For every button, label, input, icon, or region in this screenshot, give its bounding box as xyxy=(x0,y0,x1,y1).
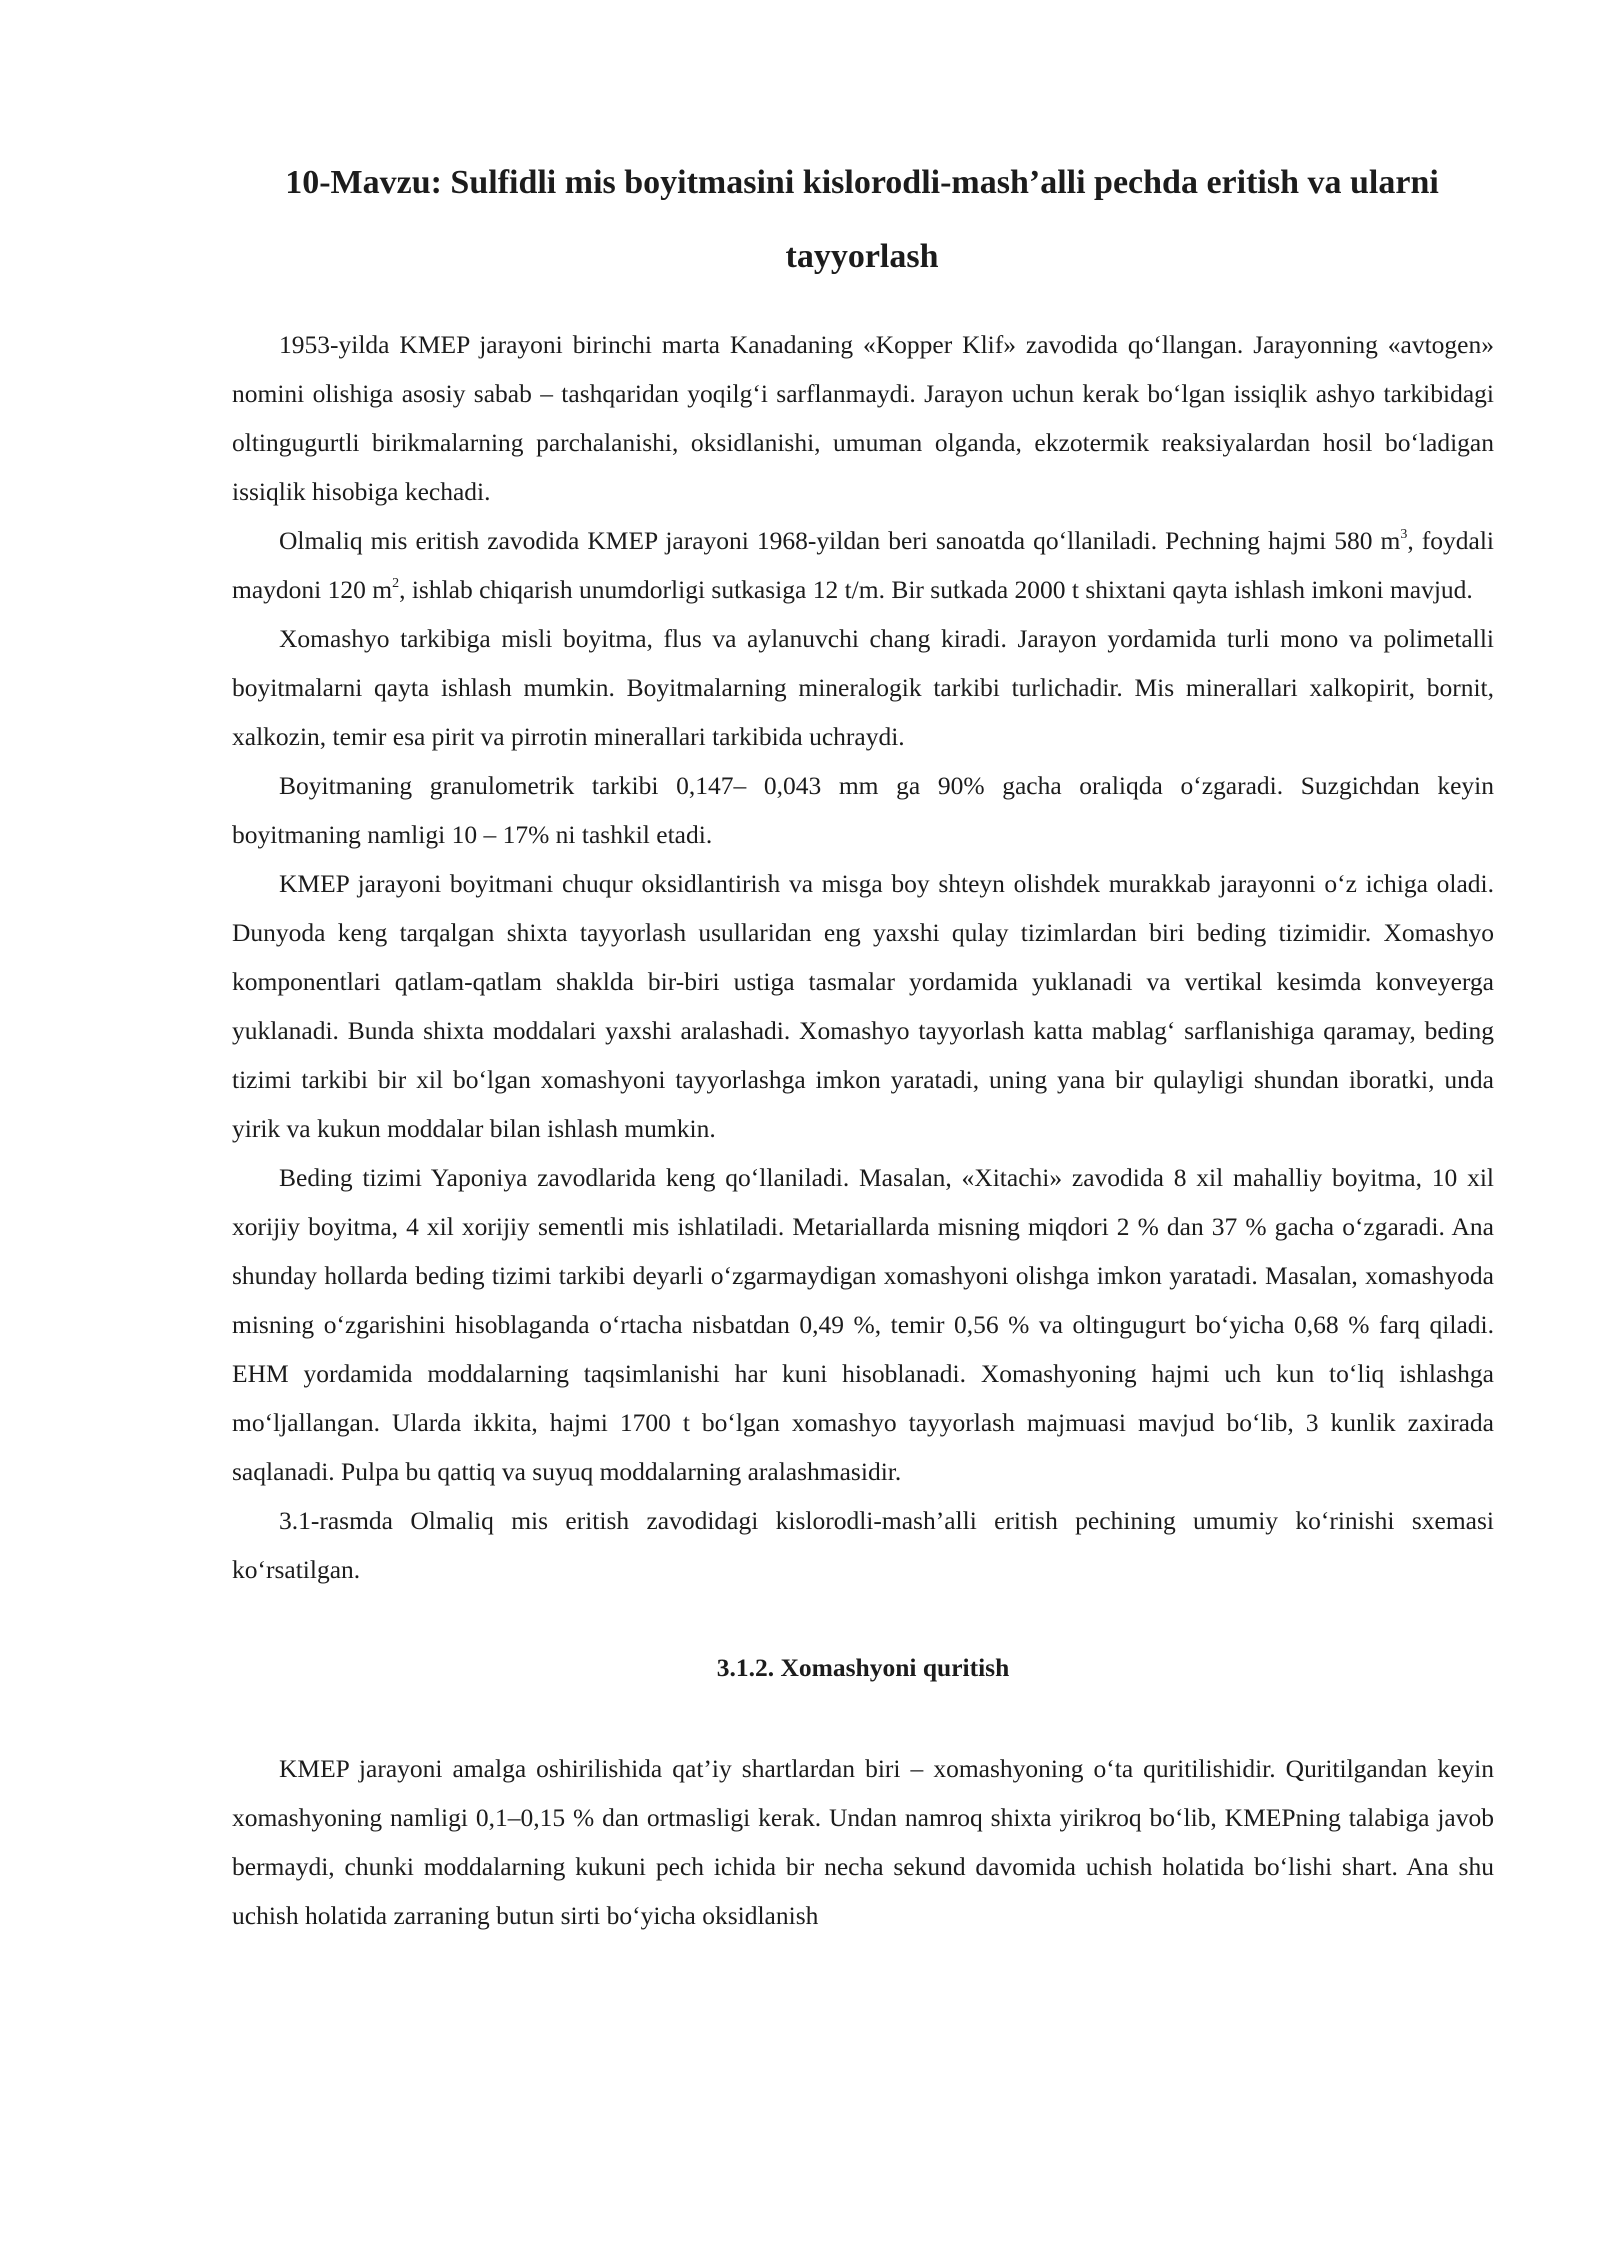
document-title: 10-Mavzu: Sulfidli mis boyitmasini kislorodli-mash’alli pechda eritish va ularni tayyorlash xyxy=(285,164,1439,275)
paragraph xyxy=(232,1496,1494,1594)
paragraph-text: 1953-yilda KMEP jarayoni birinchi marta Kanadaning «Kopper Klif» zavodida qo‘llangan. Jarayonning «avtogen» nomini olishiga asosiy sabab – tashqaridan yoqilg‘i sarflanmaydi. Jarayon uchun kerak bo‘lgan issiqlik ashyo tarkibidagi oltingugurtli birikmalarning parchalanishi, oksidlanishi, umuman olganda, ekzotermik reaksiyalardan hosil bo‘ladigan issiqlik hisobiga kechadi. xyxy=(232,330,1494,506)
paragraph-text: 3.1-rasmda Olmaliq mis eritish zavodidagi kislorodli-mash’alli eritish pechining umumiy ko‘rinishi sxemasi ko‘rsatilgan. xyxy=(232,1506,1494,1584)
superscript: 2 xyxy=(392,576,400,591)
paragraph xyxy=(232,1153,1494,1496)
paragraph-text: , ishlab chiqarish unumdorligi sutkasiga 12 t/m. Bir sutkada 2000 t shixtani qayta ishlash imkoni mavjud. xyxy=(399,575,1473,604)
paragraph-text: Boyitmaning granulometrik tarkibi 0,147– 0,043 mm ga 90% gacha oraliqda o‘zgaradi. Suzgichdan keyin boyitmaning namligi 10 – 17% ni tashkil etadi. xyxy=(232,771,1494,849)
paragraph xyxy=(232,516,1494,614)
paragraph xyxy=(232,1744,1494,1940)
document-body xyxy=(232,320,1494,1940)
paragraph xyxy=(232,320,1494,516)
paragraph-text: KMEP jarayoni amalga oshirilishida qat’iy shartlardan biri – xomashyoning o‘ta quritilishidir. Quritilgandan keyin xomashyoning namligi 0,1–0,15 % dan ortmasligi kerak. Undan namroq shixta yirikroq bo‘lib, KMEPning talabiga javob bermaydi, chunki moddalarning kukuni pech ichida bir necha sekund davomida uchish holatida bo‘lishi shart. Ana shu uchish holatida zarraning butun sirti bo‘yicha oksidlanish xyxy=(232,1754,1494,1930)
paragraph xyxy=(232,761,1494,859)
paragraph-text: Beding tizimi Yaponiya zavodlarida keng qo‘llaniladi. Masalan, «Xitachi» zavodida 8 xil mahalliy boyitma, 10 xil xorijiy boyitma, 4 xil xorijiy sementli mis ishlatiladi. Metariallarda misning miqdori 2 % dan 37 % gacha o‘zgaradi. Ana shunday hollarda beding tizimi tarkibi deyarli o‘zgarmaydigan xomashyoni olishga imkon yaratadi. Masalan, xomashyoda misning o‘zgarishini hisoblaganda o‘rtacha nisbatdan 0,49 %, temir 0,56 % va oltingugurt bo‘yicha 0,68 % farq qiladi. EHM yordamida moddalarning taqsimlanishi har kuni hisoblanadi. Xomashyoning hajmi uch kun to‘liq ishlashga mo‘ljallangan. Ularda ikkita, hajmi 1700 t bo‘lgan xomashyo tayyorlash majmuasi mavjud bo‘lib, 3 kunlik zaxirada saqlanadi. Pulpa bu qattiq va suyuq moddalarning aralashmasidir. xyxy=(232,1163,1494,1486)
paragraph-text: Olmaliq mis eritish zavodida KMEP jarayoni 1968-yildan beri sanoatda qo‘llaniladi. Pechning hajmi 580 m xyxy=(279,526,1401,555)
paragraph-text: , foydali maydoni 120 m xyxy=(232,526,1494,604)
paragraph-text: KMEP jarayoni boyitmani chuqur oksidlantirish va misga boy shteyn olishdek murakkab jarayonni o‘z ichiga oladi. Dunyoda keng tarqalgan shixta tayyorlash usullaridan eng yaxshi qulay tizimlardan biri beding tizimidir. Xomashyo komponentlari qatlam-qatlam shaklda bir-biri ustiga tasmalar yordamida yuklanadi va vertikal kesimda konveyerga yuklanadi. Bunda shixta moddalari yaxshi aralashadi. Xomashyo tayyorlash katta mablag‘ sarflanishiga qaramay, beding tizimi tarkibi bir xil bo‘lgan xomashyoni tayyorlashga imkon yaratadi, uning yana bir qulayligi shundan iboratki, unda yirik va kukun moddalar bilan ishlash mumkin. xyxy=(232,869,1494,1143)
paragraph xyxy=(232,859,1494,1153)
paragraph-text: Xomashyo tarkibiga misli boyitma, flus va aylanuvchi chang kiradi. Jarayon yordamida turli mono va polimetalli boyitmalarni qayta ishlash mumkin. Boyitmalarning mineralogik tarkibi turlichadir. Mis minerallari xalkopirit, bornit, xalkozin, temir esa pirit va pirrotin minerallari tarkibida uchraydi. xyxy=(232,624,1494,751)
main-paragraphs xyxy=(232,320,1494,1594)
section-heading: 3.1.2. Xomashyoni quritish xyxy=(716,1653,1010,1682)
superscript: 3 xyxy=(1400,527,1408,542)
paragraph xyxy=(232,614,1494,761)
section-paragraphs xyxy=(232,1744,1494,1940)
